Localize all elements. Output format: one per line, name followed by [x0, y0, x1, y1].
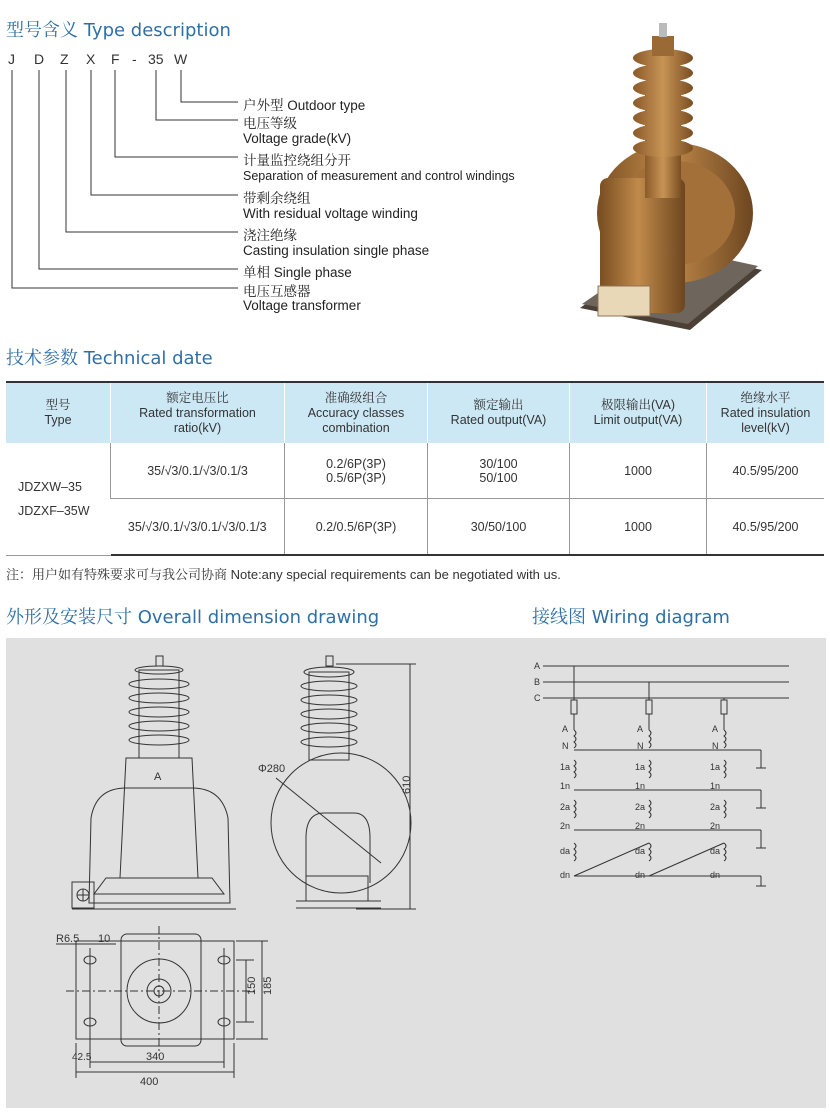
bus-a-label: A	[534, 661, 541, 671]
code-letter-j: J	[8, 51, 15, 67]
term-da: da	[560, 846, 571, 856]
technical-table	[6, 381, 824, 556]
term-a: A	[562, 724, 569, 734]
desc-vt-cn: 电压互感器	[243, 284, 311, 299]
term-1n: 1n	[710, 781, 721, 791]
d185-label: 185	[262, 976, 274, 995]
code-letter-dash: -	[132, 51, 137, 67]
type-description-title: 型号含义 Type description	[6, 20, 231, 41]
code-leader-lines	[0, 0, 240, 300]
desc-residual-en: With residual voltage winding	[243, 206, 418, 221]
term-1n: 1n	[635, 781, 646, 791]
dimension-drawing	[6, 638, 826, 1108]
accuracy-cell: 0.2/6P(3P) 0.5/6P(3P)	[285, 443, 428, 499]
table-row	[6, 499, 824, 556]
type-cell: JDZXW–35 JDZXF–35W	[6, 443, 111, 555]
bus-c-label: C	[534, 693, 541, 703]
desc-casting-en: Casting insulation single phase	[243, 243, 430, 258]
d10-label: 10	[98, 933, 111, 945]
term-da: da	[635, 846, 646, 856]
desc-separation-en: Separation of measurement and control windings	[243, 169, 515, 183]
limit-cell: 1000	[570, 443, 707, 499]
col-type: 型号 Type	[6, 382, 111, 443]
table-row	[6, 443, 824, 499]
desc-voltage-cn: 电压等级	[243, 116, 297, 131]
term-1a: 1a	[635, 762, 646, 772]
product-image	[570, 18, 770, 338]
insulation-cell: 40.5/95/200	[707, 443, 825, 499]
limit-cell: 1000	[570, 499, 707, 556]
desc-residual-cn: 带剩余绕组	[243, 191, 311, 206]
note-text: 注：用户如有特殊要求可与我公司协商 Note:any special requirements can be negotiated with us.	[6, 567, 561, 582]
col-insulation: 绝缘水平 Rated insulation level(kV)	[707, 382, 825, 443]
code-letter-d: D	[34, 51, 45, 67]
col-limit: 极限输出(VA) Limit output(VA)	[570, 382, 707, 443]
term-n: N	[562, 741, 569, 751]
code-letter-f: F	[111, 51, 120, 67]
desc-casting-cn: 浇注绝缘	[243, 228, 297, 243]
d150-label: 150	[246, 976, 258, 995]
r65-label: R6.5	[56, 933, 80, 945]
output-cell: 30/100 50/100	[428, 443, 570, 499]
desc-single-phase: 单相 Single phase	[243, 265, 352, 280]
code-letter-35: 35	[148, 51, 164, 67]
diameter-label: Φ280	[258, 763, 286, 775]
d425-label: 42.5	[72, 1052, 92, 1063]
code-letter-x: X	[86, 51, 96, 67]
col-ratio: 额定电压比 Rated transformation ratio(kV)	[111, 382, 285, 443]
drawing-area	[6, 638, 826, 1108]
term-1a: 1a	[710, 762, 721, 772]
term-n: N	[712, 741, 719, 751]
code-letter-z: Z	[60, 51, 69, 67]
ratio-cell: 35/√3/0.1/√3/0.1/3	[111, 443, 285, 499]
output-cell: 30/50/100	[428, 499, 570, 556]
ratio-cell: 35/√3/0.1/√3/0.1/√3/0.1/3	[111, 499, 285, 556]
term-dn: dn	[710, 870, 721, 880]
term-a: A	[637, 724, 644, 734]
term-1n: 1n	[560, 781, 571, 791]
term-2n: 2n	[710, 821, 721, 831]
phase-label: A	[154, 771, 162, 783]
term-2n: 2n	[560, 821, 571, 831]
d340-label: 340	[146, 1051, 165, 1063]
term-dn: dn	[635, 870, 646, 880]
desc-vt-en: Voltage transformer	[243, 298, 361, 313]
col-accuracy: 准确级组合 Accuracy classes combination	[285, 382, 428, 443]
desc-outdoor: 户外型 Outdoor type	[243, 98, 366, 113]
desc-separation-cn: 计量监控绕组分开	[243, 153, 351, 168]
accuracy-cell: 0.2/0.5/6P(3P)	[285, 499, 428, 556]
code-letter-w: W	[174, 51, 188, 67]
height-label: 610	[401, 775, 413, 794]
term-a: A	[712, 724, 719, 734]
drawing-title: 外形及安装尺寸 Overall dimension drawing	[6, 607, 380, 628]
term-2a: 2a	[635, 802, 646, 812]
wiring-title: 接线图 Wiring diagram	[532, 607, 730, 628]
d400-label: 400	[140, 1076, 159, 1088]
term-2a: 2a	[560, 802, 571, 812]
term-2n: 2n	[635, 821, 646, 831]
term-1a: 1a	[560, 762, 571, 772]
desc-voltage-en: Voltage grade(kV)	[243, 131, 352, 146]
bus-b-label: B	[534, 677, 541, 687]
term-da: da	[710, 846, 721, 856]
term-2a: 2a	[710, 802, 721, 812]
insulation-cell: 40.5/95/200	[707, 499, 825, 556]
term-n: N	[637, 741, 644, 751]
col-output: 额定输出 Rated output(VA)	[428, 382, 570, 443]
term-dn: dn	[560, 870, 571, 880]
technical-title: 技术参数 Technical date	[6, 348, 213, 369]
